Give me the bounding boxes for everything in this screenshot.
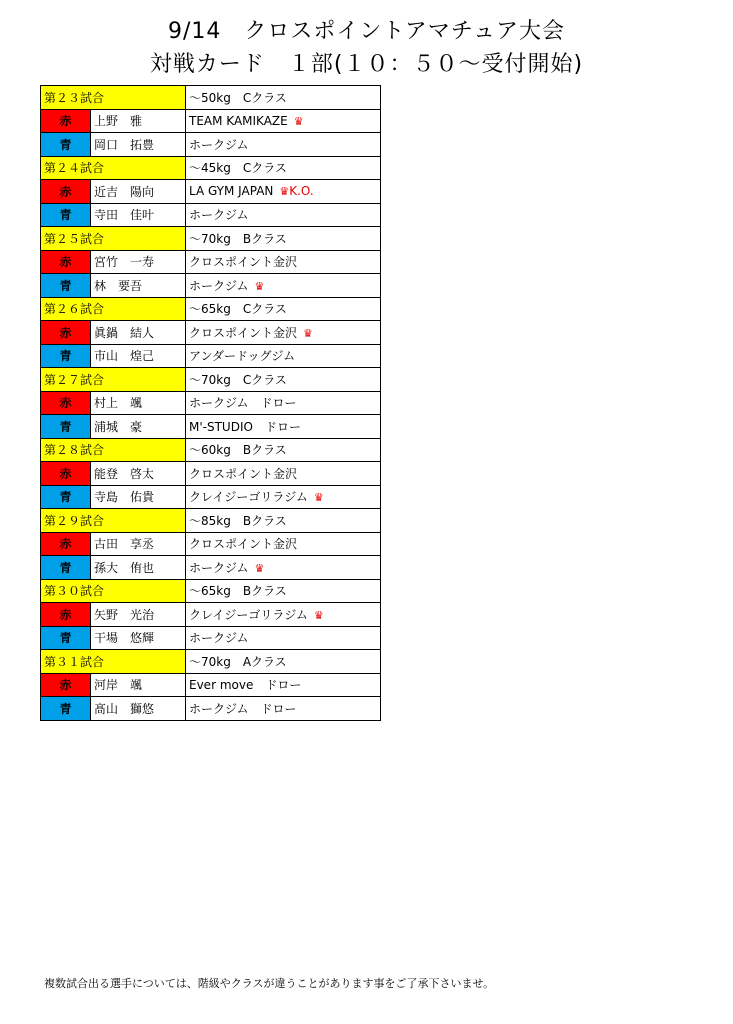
blue-corner-row <box>41 626 381 650</box>
team-cell <box>186 250 381 274</box>
fighter-name: 河岸 颯 <box>91 673 186 697</box>
team-name: M'-STUDIO ドロー <box>189 419 301 434</box>
crown-icon: ♛ <box>293 114 304 128</box>
fighter-name: 眞鍋 結人 <box>91 321 186 345</box>
fighter-name: 上野 雅 <box>91 109 186 133</box>
page-subtitle: 対戦カード １部(１０：５０～受付開始) <box>149 52 584 77</box>
red-corner-badge: 赤 <box>41 462 91 486</box>
red-corner-row <box>41 321 381 345</box>
blue-corner-badge: 青 <box>41 203 91 227</box>
red-corner-row <box>41 532 381 556</box>
match-number: 第３１試合 <box>41 650 186 674</box>
weight-class: ～45kg Cクラス <box>186 156 381 180</box>
fighter-name: 寺島 佑貴 <box>91 485 186 509</box>
weight-class: ～70kg Aクラス <box>186 650 381 674</box>
blue-corner-row <box>41 697 381 721</box>
blue-corner-badge: 青 <box>41 626 91 650</box>
footnote: 複数試合出る選手については、階級やクラスが違うことがあります事をご了承下さいませ。 <box>44 977 495 990</box>
match-header-row <box>41 509 381 533</box>
team-cell <box>186 556 381 580</box>
fighter-name: 矢野 光治 <box>91 603 186 627</box>
match-header-row <box>41 156 381 180</box>
match-header-row <box>41 579 381 603</box>
red-corner-badge: 赤 <box>41 673 91 697</box>
red-corner-badge: 赤 <box>41 603 91 627</box>
match-header-row <box>41 650 381 674</box>
red-corner-row <box>41 673 381 697</box>
blue-corner-badge: 青 <box>41 344 91 368</box>
weight-class: ～70kg Bクラス <box>186 227 381 251</box>
match-number: 第２９試合 <box>41 509 186 533</box>
fighter-name: 能登 啓太 <box>91 462 186 486</box>
match-number: 第２６試合 <box>41 297 186 321</box>
team-name: アンダードッグジム <box>189 349 296 364</box>
fighter-name: 宮竹 一寿 <box>91 250 186 274</box>
match-header-row <box>41 368 381 392</box>
weight-class: ～70kg Cクラス <box>186 368 381 392</box>
red-corner-badge: 赤 <box>41 321 91 345</box>
blue-corner-badge: 青 <box>41 274 91 298</box>
team-cell <box>186 626 381 650</box>
team-cell <box>186 344 381 368</box>
team-name: ホークジム ドロー <box>189 701 297 716</box>
team-name: ホークジム <box>189 137 249 152</box>
red-corner-row <box>41 180 381 204</box>
red-corner-row <box>41 462 381 486</box>
fighter-name: 干場 悠輝 <box>91 626 186 650</box>
team-name: ホークジム <box>189 631 249 646</box>
team-name: LA GYM JAPAN <box>189 184 274 199</box>
red-corner-row <box>41 603 381 627</box>
fighter-name: 古田 享丞 <box>91 532 186 556</box>
fighter-name: 髙山 獅悠 <box>91 697 186 721</box>
team-cell <box>186 203 381 227</box>
blue-corner-row <box>41 485 381 509</box>
fighter-name: 寺田 佳叶 <box>91 203 186 227</box>
team-cell <box>186 415 381 439</box>
match-number: 第３０試合 <box>41 579 186 603</box>
red-corner-row <box>41 250 381 274</box>
team-cell <box>186 321 381 345</box>
team-name: クレイジーゴリラジム <box>189 607 308 622</box>
red-corner-badge: 赤 <box>41 532 91 556</box>
match-number: 第２３試合 <box>41 86 186 110</box>
blue-corner-row <box>41 344 381 368</box>
page-title: 9/14 クロスポイントアマチュア大会 <box>167 19 566 44</box>
red-corner-badge: 赤 <box>41 250 91 274</box>
team-name: ホークジム <box>189 560 249 575</box>
crown-icon: ♛ <box>279 185 290 199</box>
red-corner-row <box>41 109 381 133</box>
team-name: Ever move ドロー <box>189 678 302 693</box>
blue-corner-badge: 青 <box>41 697 91 721</box>
team-cell <box>186 603 381 627</box>
team-name: ホークジム ドロー <box>189 396 297 411</box>
match-number: 第２７試合 <box>41 368 186 392</box>
blue-corner-badge: 青 <box>41 415 91 439</box>
blue-corner-badge: 青 <box>41 133 91 157</box>
weight-class: ～65kg Cクラス <box>186 297 381 321</box>
red-corner-row <box>41 391 381 415</box>
weight-class: ～85kg Bクラス <box>186 509 381 533</box>
result-label: K.O. <box>289 184 314 199</box>
team-cell <box>186 697 381 721</box>
team-cell <box>186 462 381 486</box>
fighter-name: 浦城 豪 <box>91 415 186 439</box>
team-name: クロスポイント金沢 <box>189 255 298 270</box>
match-header-row <box>41 438 381 462</box>
fighter-name: 岡口 拓豊 <box>91 133 186 157</box>
crown-icon: ♛ <box>313 491 324 505</box>
crown-icon: ♛ <box>303 326 313 340</box>
match-number: 第２８試合 <box>41 438 186 462</box>
team-name: ホークジム <box>189 278 249 293</box>
match-number: 第２４試合 <box>41 156 186 180</box>
red-corner-badge: 赤 <box>41 180 91 204</box>
blue-corner-badge: 青 <box>41 556 91 580</box>
weight-class: ～60kg Bクラス <box>186 438 381 462</box>
team-cell <box>186 133 381 157</box>
blue-corner-row <box>41 274 381 298</box>
fighter-name: 孫大 侑也 <box>91 556 186 580</box>
team-name: クロスポイント金沢 <box>189 466 298 481</box>
blue-corner-row <box>41 133 381 157</box>
crown-icon: ♛ <box>254 279 265 293</box>
weight-class: ～65kg Bクラス <box>186 579 381 603</box>
crown-icon: ♛ <box>313 608 324 622</box>
red-corner-badge: 赤 <box>41 109 91 133</box>
crown-icon: ♛ <box>254 561 265 575</box>
team-cell <box>186 274 381 298</box>
fighter-name: 林 要吾 <box>91 274 186 298</box>
team-cell <box>186 391 381 415</box>
team-cell <box>186 532 381 556</box>
blue-corner-badge: 青 <box>41 485 91 509</box>
blue-corner-row <box>41 415 381 439</box>
team-cell <box>186 180 381 204</box>
team-name: クロスポイント金沢 <box>189 537 298 552</box>
fight-card-table <box>40 85 381 721</box>
blue-corner-row <box>41 203 381 227</box>
match-number: 第２５試合 <box>41 227 186 251</box>
weight-class: ～50kg Cクラス <box>186 86 381 110</box>
team-name: クレイジーゴリラジム <box>189 490 308 505</box>
red-corner-badge: 赤 <box>41 391 91 415</box>
match-header-row <box>41 86 381 110</box>
fighter-name: 村上 颯 <box>91 391 186 415</box>
team-cell <box>186 485 381 509</box>
team-cell <box>186 109 381 133</box>
team-cell <box>186 673 381 697</box>
team-name: ホークジム <box>189 208 249 223</box>
team-name: クロスポイント金沢 <box>189 325 298 340</box>
match-header-row <box>41 297 381 321</box>
team-name: TEAM KAMIKAZE <box>189 113 288 128</box>
fighter-name: 市山 煌己 <box>91 344 186 368</box>
blue-corner-row <box>41 556 381 580</box>
match-header-row <box>41 227 381 251</box>
fighter-name: 近吉 陽向 <box>91 180 186 204</box>
